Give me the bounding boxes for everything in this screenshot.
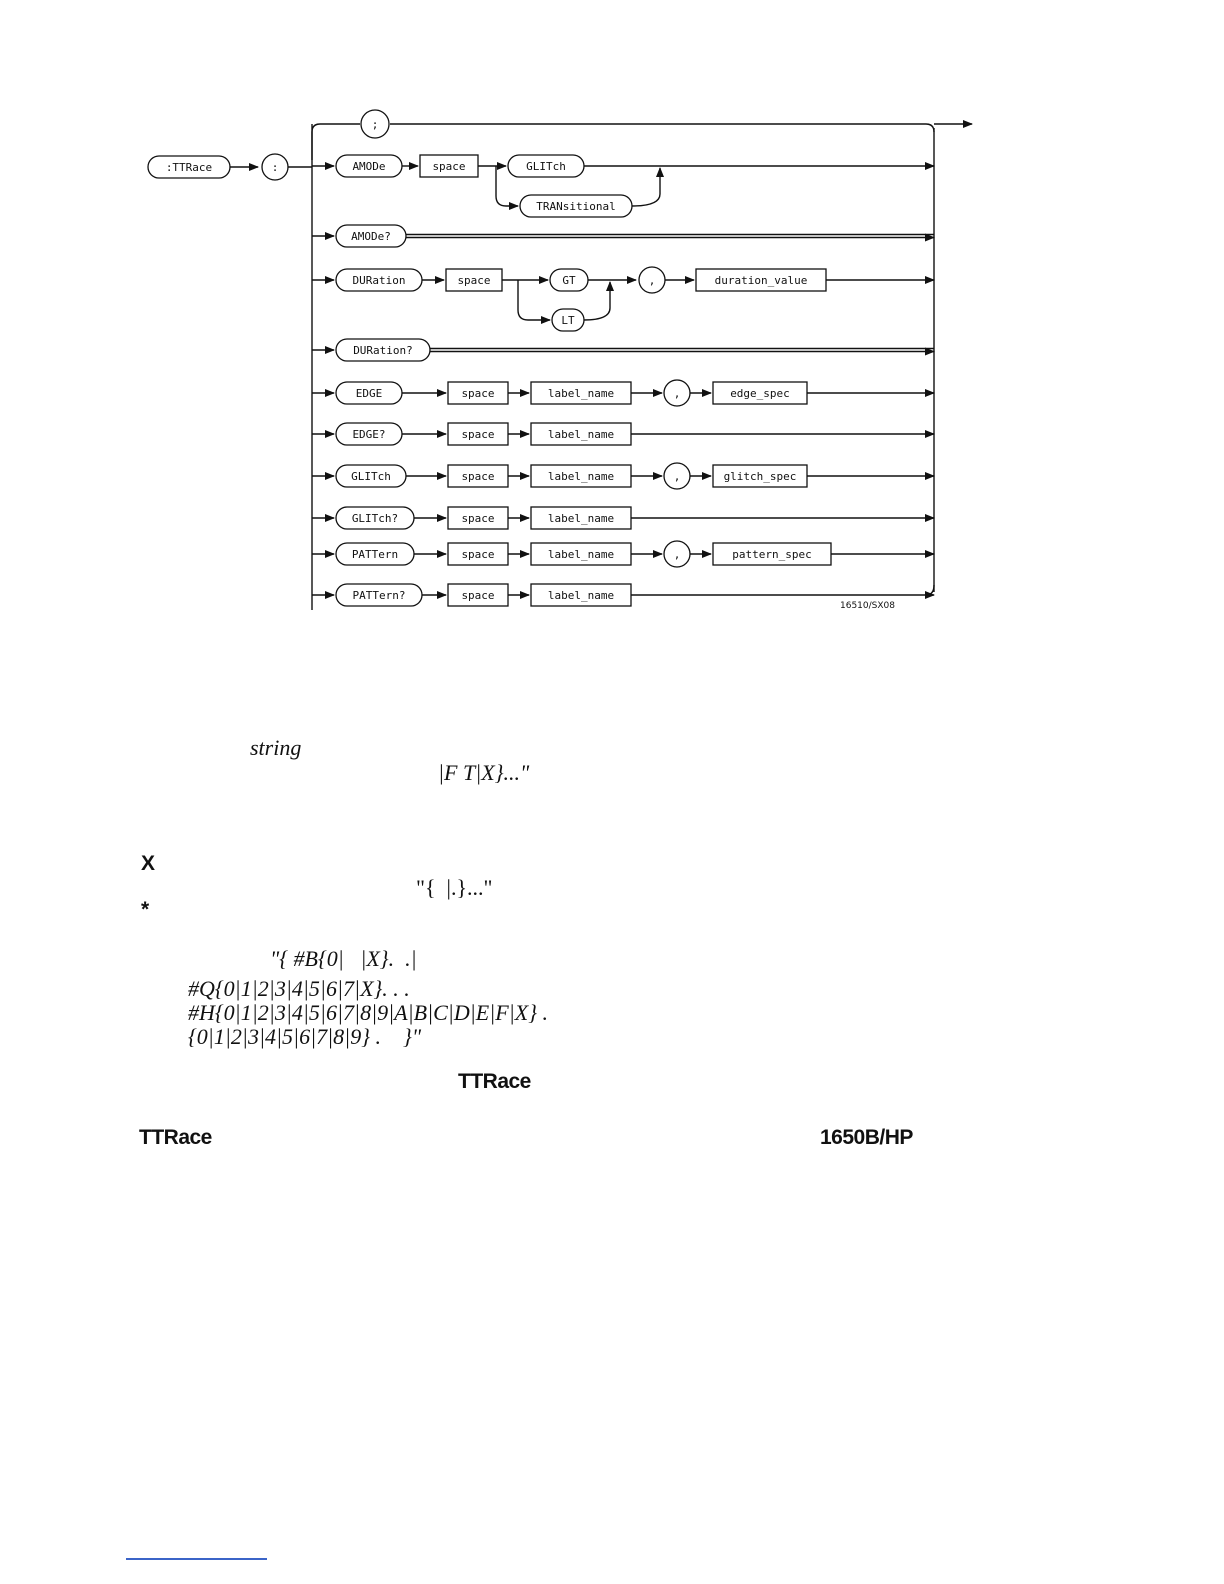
- kw-glitch-label: GLITch: [351, 470, 391, 483]
- duration-lt-option-label: LT: [561, 314, 575, 327]
- pattern-line-4: {0|1|2|3|4|5|6|7|8|9} . }": [188, 1024, 422, 1049]
- model-number: 1650B/HP: [820, 1126, 913, 1149]
- kw-duration-label: DURation: [352, 274, 406, 287]
- duration-comma-label: ,: [648, 274, 656, 287]
- x-marker: X: [141, 852, 155, 875]
- figure-id: 16510/SX08: [840, 601, 895, 611]
- kw-pattern-space-box-label: space: [461, 548, 495, 561]
- pattern-line-2: #Q{0|1|2|3|4|5|6|7|X}. . .: [188, 976, 410, 1001]
- kw-glitch-label-box-label: label_name: [547, 470, 615, 483]
- footer-rule: [126, 1558, 267, 1560]
- ttrace-reference-left: TTRace: [139, 1126, 212, 1149]
- pattern-line-1: "{ #B{0| |X}. .|: [270, 946, 417, 971]
- kw-duration-query-label: DURation?: [353, 344, 413, 357]
- kw-edge-query-label: EDGE?: [352, 428, 386, 441]
- glitch-spec-fragment: "{ |.}...": [416, 875, 493, 900]
- kw-glitch-comma-label: ,: [673, 470, 681, 483]
- amode-transitional-option-label: TRANsitional: [536, 200, 616, 213]
- kw-edge-query-space-box-label: space: [461, 428, 495, 441]
- kw-edge-label: EDGE: [355, 387, 383, 400]
- kw-glitch-query-label: GLITch?: [351, 512, 399, 525]
- duration-space-box-label: space: [457, 274, 491, 287]
- star-marker: *: [141, 898, 149, 921]
- kw-edge-space-box-label: space: [461, 387, 495, 400]
- kw-glitch-param-box-label: glitch_spec: [723, 470, 797, 483]
- connector-path: [518, 280, 550, 320]
- amode-space-box-label: space: [432, 160, 466, 173]
- entry-ttrace-label: :TTRace: [165, 161, 213, 174]
- kw-glitch-space-box-label: space: [461, 470, 495, 483]
- semicolon-node-label: ;: [371, 118, 379, 131]
- kw-edge-query-label-box-label: label_name: [547, 428, 615, 441]
- connector-path: [632, 168, 660, 206]
- kw-pattern-comma-label: ,: [673, 548, 681, 561]
- duration-value-box-label: duration_value: [714, 274, 808, 287]
- pattern-line-3: #H{0|1|2|3|4|5|6|7|8|9|A|B|C|D|E|F|X} .: [188, 1000, 549, 1025]
- edge-spec-fragment: |F T|X}...": [438, 760, 530, 785]
- bottom-hook: [926, 585, 934, 595]
- kw-pattern-label: PATTern: [351, 548, 399, 561]
- kw-edge-comma-label: ,: [673, 387, 681, 400]
- amode-glitch-option-label: GLITch: [526, 160, 566, 173]
- kw-pattern-query-space-box-label: space: [461, 589, 495, 602]
- string-word: string: [250, 735, 302, 760]
- kw-glitch-query-label-box-label: label_name: [547, 512, 615, 525]
- colon-node-label: :: [271, 161, 279, 174]
- kw-edge-param-box-label: edge_spec: [730, 387, 790, 400]
- kw-amode-query-label: AMODe?: [351, 230, 391, 243]
- kw-pattern-query-label: PATTern?: [352, 589, 406, 602]
- kw-pattern-query-label-box-label: label_name: [547, 589, 615, 602]
- duration-gt-option-label: GT: [562, 274, 576, 287]
- ttrace-reference-mid: TTRace: [458, 1070, 531, 1093]
- kw-edge-label-box-label: label_name: [547, 387, 615, 400]
- kw-glitch-query-space-box-label: space: [461, 512, 495, 525]
- loop-top-right: [390, 124, 934, 132]
- syntax-diagram: [0, 0, 1224, 640]
- kw-amode-label: AMODe: [352, 160, 386, 173]
- connector-path: [584, 282, 610, 320]
- kw-pattern-param-box-label: pattern_spec: [732, 548, 812, 561]
- kw-pattern-label-box-label: label_name: [547, 548, 615, 561]
